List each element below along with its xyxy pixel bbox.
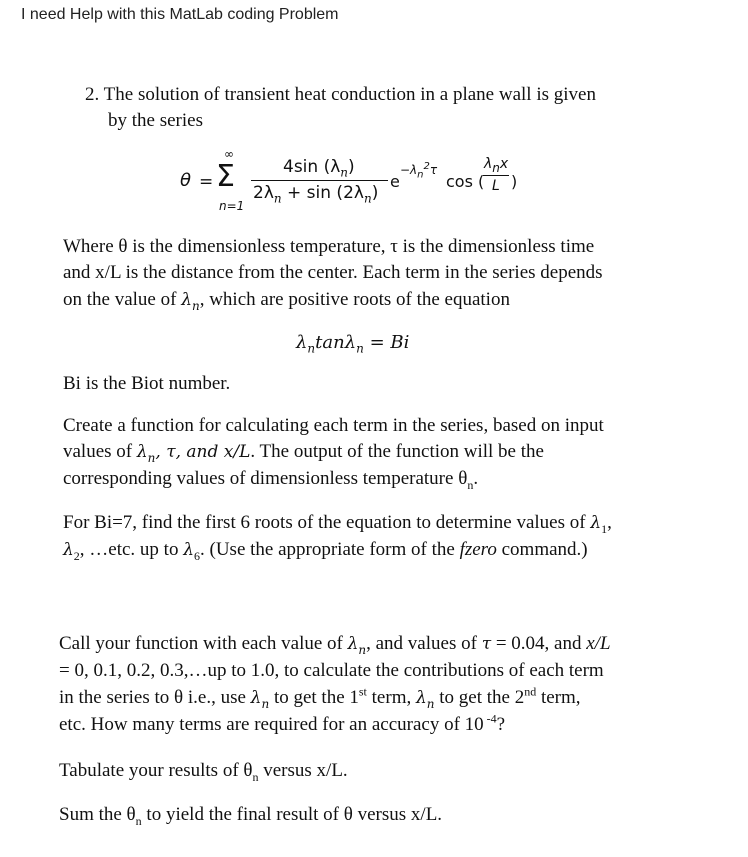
intro-line-1: 2. The solution of transient heat conduction in a plane wall is given [85,84,596,105]
numerator: 4sin $(\lambda_n)$ [283,157,355,180]
sum-line: Sum the $\theta_n$ to yield the final result of θ versus x/L. [59,804,443,828]
bi-line-2: $\lambda_2$, …etc. up to $\lambda_6$. (Use the appropriate form of the fzero command.) [63,539,588,563]
exp-power: $-\lambda_n^2\tau$ [400,161,438,181]
create-line-1: Create a function for calculating each term in the series, based on input [63,415,604,436]
denominator: $2\lambda_n + \sin (2\lambda_n)$ [253,183,379,206]
cos-function: cos ( [446,172,485,191]
biot-definition: Bi is the Biot number. [63,373,231,394]
call-line-1: Call your function with each value of $\lambda_n$, and values of τ = 0.04, and x/L [59,633,611,657]
sum-upper-limit: ∞ [224,147,234,161]
fraction-bar [251,180,388,181]
theta-symbol: θ [180,170,192,191]
cos-denominator: L [492,178,500,194]
call-line-4: etc. How many terms are required for an accuracy of 10 $^{-4}$? [59,711,506,735]
sigma-symbol: Σ [216,159,235,194]
sum-lower-limit: n=1 [219,199,245,213]
equals-sign: = [199,172,214,192]
cos-numerator: $\lambda_nx$ [484,156,509,175]
tabulate-line: Tabulate your results of $\theta_n$ versus x/L. [59,760,348,784]
where-line-3: on the value of $\lambda_n$, which are positive roots of the equation [63,289,510,313]
where-line-2: and x/L is the distance from the center. Each term in the series depends [63,262,603,283]
call-line-3: in the series to θ i.e., use $\lambda_n$ to get the 1st term, $\lambda_n$ to get the 2nd term, [59,684,581,711]
question-title: I need Help with this MatLab coding Problem [21,6,339,23]
where-line-1: Where θ is the dimensionless temperature, τ is the dimensionless time [63,236,595,257]
cos-fraction-bar [483,175,509,176]
intro-line-2: by the series [108,110,203,131]
root-equation: $\lambda_n\tan\lambda_n = Bi$ [296,332,410,356]
create-line-2: values of $\lambda_n$, τ, and x/L. The output of the function will be the [63,441,544,465]
call-line-2: = 0, 0.1, 0.2, 0.3,…up to 1.0, to calculate the contributions of each term [59,660,604,681]
create-line-3: corresponding values of dimensionless temperature $\theta_n$. [63,468,479,492]
exp-base: e [390,172,400,191]
cos-close-paren: ) [511,172,518,191]
bi-line-1: For Bi=7, find the first 6 roots of the equation to determine values of $\lambda_1$, [63,512,612,536]
